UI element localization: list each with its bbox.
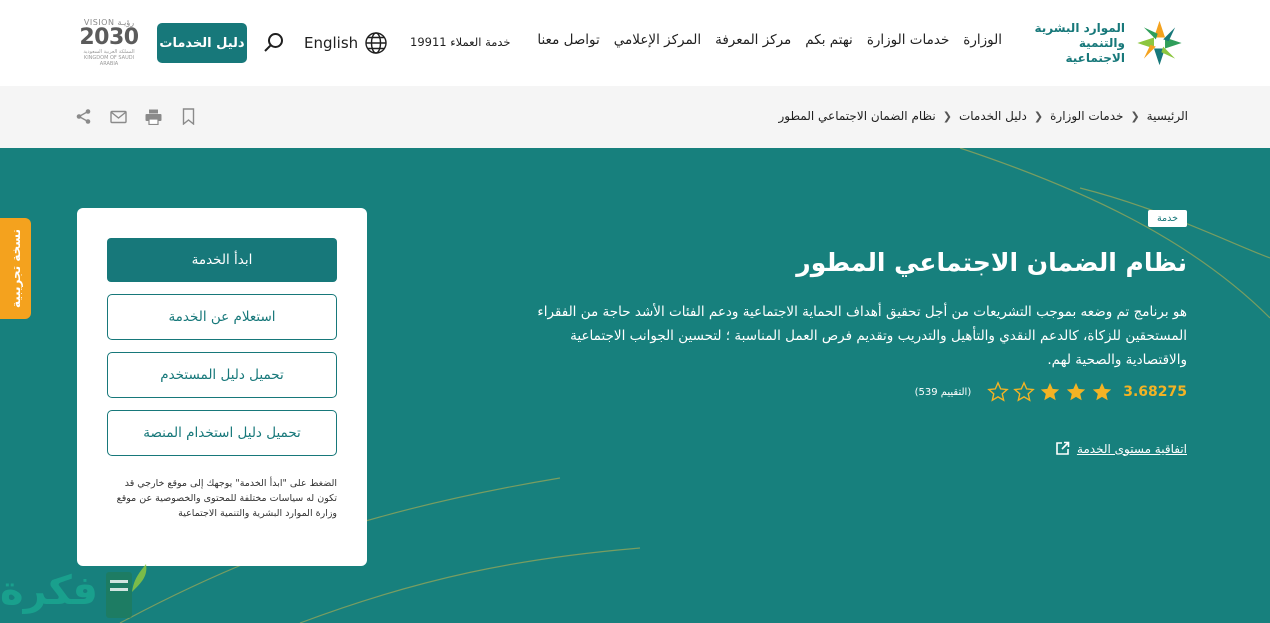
page-tools — [74, 107, 198, 126]
beta-version-tab[interactable] — [0, 218, 31, 319]
chevron-left-icon: ❮ — [1033, 109, 1044, 123]
nav-ministry[interactable]: الوزارة — [963, 32, 1002, 48]
language-label: English — [304, 34, 359, 52]
inquire-service-button[interactable]: استعلام عن الخدمة — [107, 294, 337, 340]
language-switch[interactable] — [304, 31, 388, 55]
start-service-button[interactable]: ابدأ الخدمة — [107, 238, 337, 282]
star-empty-icon[interactable] — [987, 381, 1009, 403]
nav-contact-us[interactable]: تواصل معنا — [537, 32, 600, 48]
bookmark-button[interactable] — [179, 107, 198, 126]
vision-2030-logo: VISION رؤيـة 2030 المملكة العربية السعودية KINGDOM OF SAUDI ARABIA — [79, 18, 139, 67]
share-icon — [75, 108, 92, 125]
service-title: نظام الضمان الاجتماعي المطور — [796, 248, 1187, 277]
top-header — [0, 0, 1270, 86]
ministry-emblem-icon — [1131, 16, 1188, 70]
ministry-logo[interactable] — [1024, 16, 1188, 70]
search-icon — [262, 31, 286, 55]
main-nav — [537, 32, 1002, 48]
sla-link[interactable] — [1055, 441, 1187, 456]
star-empty-icon[interactable] — [1013, 381, 1035, 403]
nav-media-center[interactable]: المركز الإعلامي — [613, 32, 702, 48]
service-actions-card — [77, 208, 367, 566]
service-description: هو برنامج تم وضعه بموجب التشريعات من أجل تحقيق أهداف الحماية الاجتماعية ودعم الفئات الأشد حاجة من الفقراء المستحقين للزكاة، كالدعم النقدي والتأهيل والتدريب وتقديم فرص العمل المناسبة ؛ لتحسين الجوانب الاجتماعية والاقتصادية والصحية لهم. — [537, 304, 1187, 368]
external-link-icon — [1055, 441, 1070, 456]
nav-knowledge-center[interactable]: مركز المعرفة — [715, 32, 792, 48]
share-button[interactable] — [74, 107, 93, 126]
beta-version-label: نسخة تجريبية — [8, 228, 23, 309]
star-filled-icon[interactable] — [1091, 381, 1113, 403]
nav-we-care[interactable]: نهتم بكم — [805, 32, 853, 48]
rating-count: (التقييم 539) — [914, 386, 972, 398]
download-user-guide-button[interactable]: تحميل دليل المستخدم — [107, 352, 337, 398]
external-site-note: الضغط على "ابدأ الخدمة" يوجهك إلى موقع خارجي قد تكون له سياسات مختلفة للمحتوى والخصوصية عن موقع وزارة الموارد البشرية والتنمية الاجتماعية — [116, 478, 337, 519]
customer-service-hotline[interactable]: خدمة العملاء 19911 — [410, 35, 511, 49]
printer-icon — [145, 109, 162, 125]
search-button[interactable] — [262, 31, 286, 55]
star-filled-icon[interactable] — [1065, 381, 1087, 403]
service-hero — [0, 148, 1270, 623]
services-guide-button[interactable]: دليل الخدمات — [157, 23, 247, 63]
bookmark-icon — [182, 108, 195, 125]
ministry-logo-text: الموارد البشرية والتنمية الاجتماعية — [1034, 20, 1125, 65]
mail-icon — [110, 110, 127, 124]
nav-ministry-services[interactable]: خدمات الوزارة — [866, 32, 950, 48]
service-rating — [915, 381, 1187, 403]
breadcrumb-current: نظام الضمان الاجتماعي المطور — [778, 109, 936, 123]
watermark-text: فكرة — [0, 568, 98, 614]
breadcrumb-home[interactable]: الرئيسية — [1146, 109, 1188, 123]
sla-link-label: اتفاقية مستوى الخدمة — [1076, 441, 1187, 456]
watermark-book-icon — [100, 562, 152, 622]
breadcrumb-bar — [0, 86, 1270, 148]
star-filled-icon[interactable] — [1039, 381, 1061, 403]
globe-icon — [364, 31, 388, 55]
watermark-logo — [0, 558, 160, 623]
chevron-left-icon: ❮ — [1130, 109, 1140, 123]
breadcrumb — [778, 109, 1188, 123]
download-platform-guide-button[interactable]: تحميل دليل استخدام المنصة — [107, 410, 337, 456]
chevron-left-icon: ❮ — [942, 109, 952, 123]
breadcrumb-ministry-services[interactable]: خدمات الوزارة — [1050, 109, 1124, 123]
breadcrumb-services-guide[interactable]: دليل الخدمات — [958, 109, 1027, 123]
service-badge: خدمة — [1148, 210, 1187, 227]
email-button[interactable] — [109, 107, 128, 126]
print-button[interactable] — [144, 107, 163, 126]
rating-score: 3.68275 — [1123, 384, 1187, 400]
